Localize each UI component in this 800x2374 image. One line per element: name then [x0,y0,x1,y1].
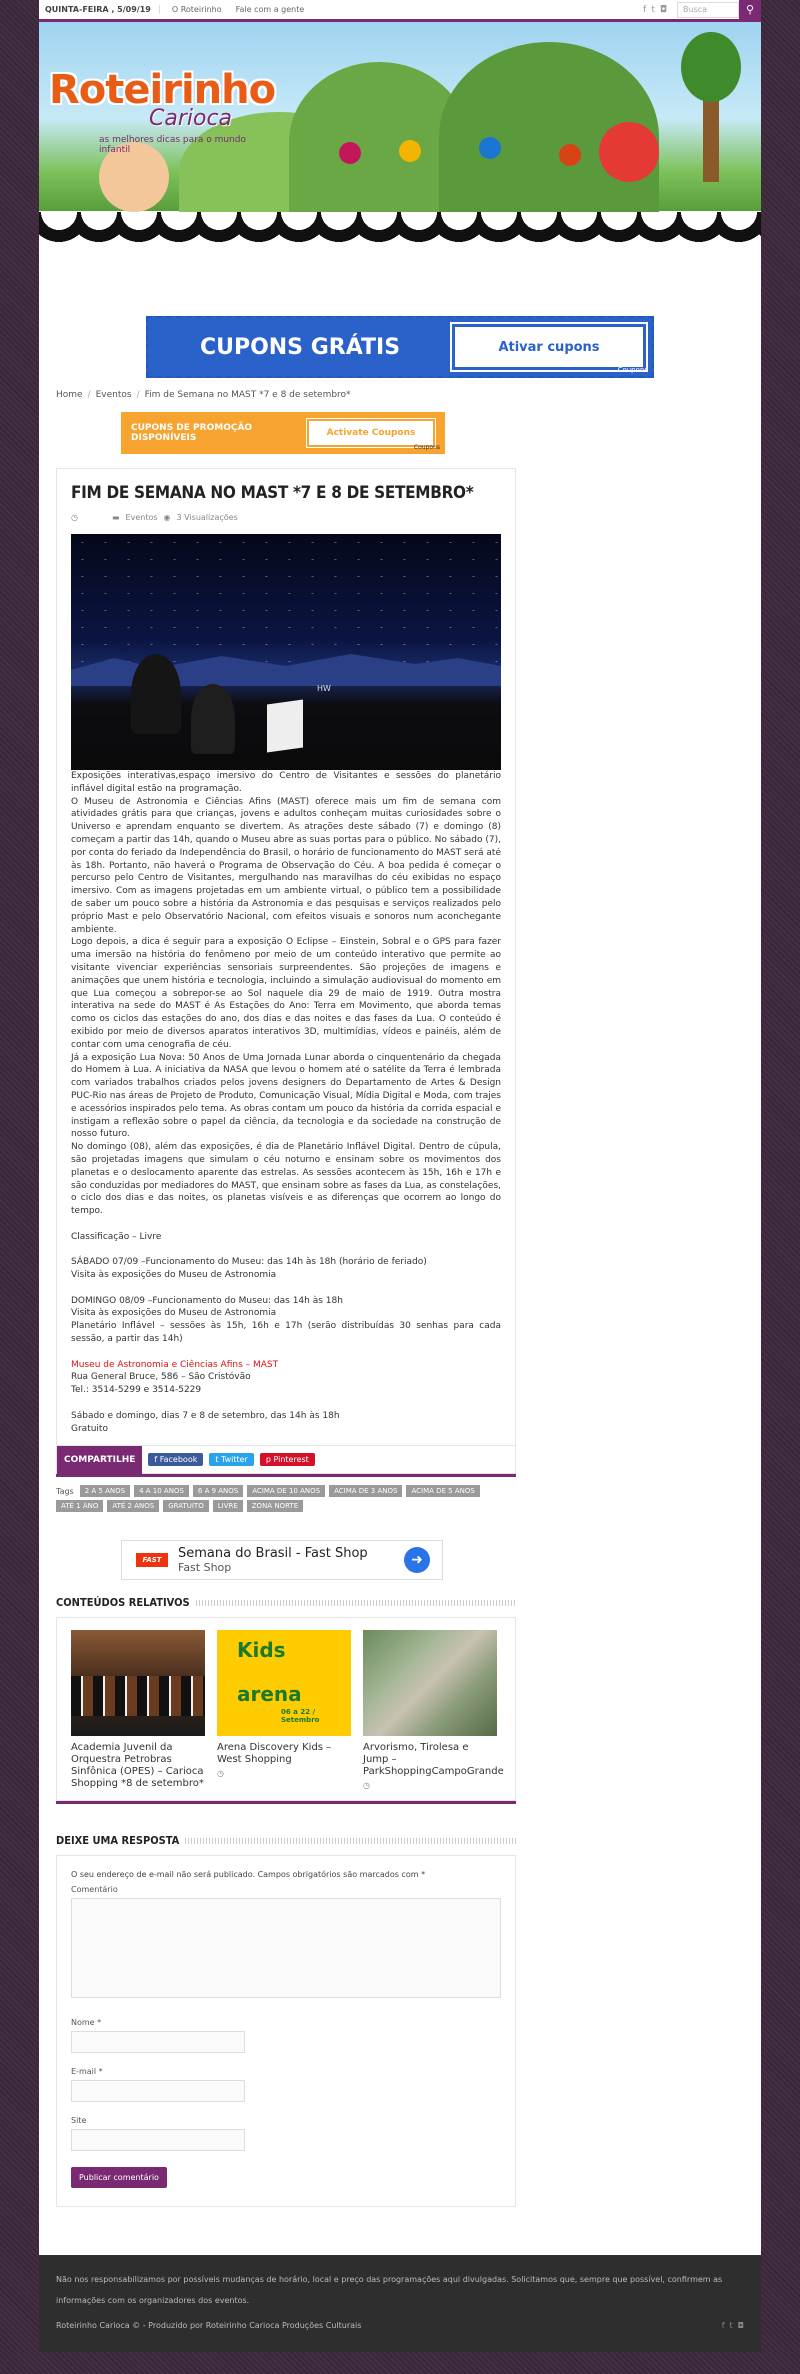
sunday-planetarium: Planetário Inflável – sessões às 15h, 16h e 17h (serão distribuídas 30 senhas para cada sessão, a partir das 14h) [71,1321,501,1345]
twitter-icon[interactable]: t [729,2321,733,2331]
site-footer [39,2255,761,2352]
ad-coupon-banner[interactable] [146,316,654,378]
header-banner [39,22,761,264]
clock-icon: ◷ [217,1769,224,1779]
related-item[interactable] [363,1630,504,1791]
top-social [643,5,667,15]
tag-link[interactable]: 4 A 10 ANOS [134,1485,189,1497]
classification: Classificação – Livre [71,1231,162,1242]
email-label: E-mail * [71,2067,103,2077]
site-field[interactable] [71,2129,245,2151]
share-pinterest-button[interactable]: p Pinterest [260,1453,315,1466]
tag-link[interactable]: ACIMA DE 10 ANOS [247,1485,325,1497]
related-thumbnail [71,1630,205,1736]
name-label: Nome * [71,2018,102,2028]
instagram-icon[interactable]: ◘ [659,4,667,15]
event-schedule: Sábado e domingo, dias 7 e 8 de setembro, das 14h às 18h [71,1410,340,1421]
post-category[interactable]: Eventos [125,513,158,522]
share-facebook-button[interactable]: f Facebook [148,1453,203,1466]
logo-main-text: Roteirinho [49,67,276,113]
email-field[interactable] [71,2080,245,2102]
venue-address: Rua General Bruce, 586 – São Cristóvão [71,1372,251,1383]
related-title: Arena Discovery Kids – West Shopping [217,1742,332,1766]
footer-social [722,2315,744,2336]
clock-icon: ◷ [363,1781,370,1791]
instagram-icon[interactable]: ◘ [737,2321,744,2331]
comment-textarea[interactable] [71,1898,501,1998]
tag-link[interactable]: LIVRE [213,1500,243,1512]
search-icon: ⚲ [745,3,755,16]
related-item[interactable] [217,1630,351,1790]
post-title: FIM DE SEMANA NO MAST *7 E 8 DE SETEMBRO* [71,483,474,503]
top-bar [39,0,761,22]
ad-fastshop-title: Semana do Brasil - Fast Shop [178,1546,368,1562]
comment-label: Comentário [71,1885,118,1895]
venue-phone: Tel.: 3514-5299 e 3514-5229 [71,1385,202,1396]
related-header [56,1596,516,1609]
clock-icon: ◷ [71,513,78,522]
footer-credit: Roteirinho Carioca © - Produzido por Roteirinho Carioca Produções Culturais [56,2321,362,2331]
page [39,0,761,2352]
post-tags [56,1485,516,1512]
tag-link[interactable]: 2 A 5 ANOS [80,1485,130,1497]
footer-disclaimer: Não nos responsabilizamos por possíveis mudanças de horário, local e preço das programações aqui divulgadas. Solicitamos que, sempre que possível, confirmem as informações com os organizadores dos eventos. [56,2275,723,2306]
tag-link[interactable]: ZONA NORTE [247,1500,303,1512]
comments-header [56,1834,516,1847]
post-paragraph: Já a exposição Lua Nova: 50 Anos de Uma Jornada Lunar aborda o cinquentenário da chegada do Homem à Lua. A iniciativa da NASA que levou o homem até o satélite da Terra é lembrada com variados trabalhos criados pelos jovens designers do Departamento de Artes & Design PUC-Rio nas áreas de Projeto de Produto, Comunicação Visual, Mídia Digital e Moda, com trajes e acessórios inspirados pelo tema. As obras contam um pouco da história da corrida espacial e instigam a reflexão sobre o papel da ciência, da tecnologia e da sociedade na construção de nosso futuro. [71,1052,501,1140]
related-title: Arvorismo, Tirolesa e Jump – ParkShoppingCampoGrande [363,1742,504,1778]
tag-link[interactable]: ATÉ 1 ANO [56,1500,103,1512]
post-bottom-bar [56,1474,516,1477]
site-logo[interactable] [49,67,279,155]
search-input[interactable]: Busca [677,2,739,18]
ad-promo-text: CUPONS DE PROMOÇÃO DISPONÍVEIS [131,423,253,443]
image-text: HW [317,684,331,693]
ad-promo-brand: Coupons [413,444,440,451]
breadcrumb-eventos[interactable]: Eventos [95,390,132,400]
nav-link-o-roteirinho[interactable]: O Roteirinho [171,5,222,14]
breadcrumb: Home / Eventos / Fim de Semana no MAST *7 e 8 de setembro* [56,390,351,400]
thumbnail-text: 06 a 22 / Setembro [281,1708,320,1725]
related-heading: CONTEÚDOS RELATIVOS [56,1596,190,1610]
tag-link[interactable]: ACIMA DE 3 ANOS [329,1485,402,1497]
tag-link[interactable]: 6 A 9 ANOS [193,1485,243,1497]
tag-link[interactable]: ATÉ 2 ANOS [107,1500,159,1512]
share-label: COMPARTILHE [57,1446,142,1474]
submit-comment-button[interactable]: Publicar comentário [71,2167,167,2188]
breadcrumb-current: Fim de Semana no MAST *7 e 8 de setembro* [144,390,351,400]
fastshop-logo: FAST [136,1553,168,1567]
ad-fastshop[interactable] [121,1540,443,1580]
event-price: Gratuito [71,1423,108,1434]
tag-link[interactable]: GRATUITO [163,1500,209,1512]
folder-icon: ▬ [111,513,120,522]
kid-illustration [559,144,581,166]
tree-illustration [681,32,741,182]
kid-illustration [399,140,421,162]
nav-link-fale-com-a-gente[interactable]: Fale com a gente [235,5,305,14]
kid-illustration [339,142,361,164]
current-date: QUINTA-FEIRA , 5/09/19 [45,5,160,14]
breadcrumb-home[interactable]: Home [56,390,83,400]
kid-illustration [599,122,659,182]
tag-link[interactable]: ACIMA DE 5 ANOS [406,1485,479,1497]
post-paragraph: O Museu de Astronomia e Ciências Afins (MAST) oferece mais um fim de semana com atividades grátis para que crianças, jovens e adultos conheçam muitas curiosidades sobre o Universo e aprendam enquanto se divertem. As atrações deste sábado (7) e domingo (8) começam a partir das 14h, quando o Museu abre as suas portas para o público. No sábado (7), por conta do feriado da Independência do Brasil, o horário de funcionamento do MAST será até às 18h. Portanto, não haverá o Programa de Observação do Céu. A boa pedida é começar o percurso pelo Centro de Visitantes, mergulhando nas maravilhas do céu exibidas no espaço imersivo. Com as imagens projetadas em um ambiente virtual, o público tem a possibilidade de saber um pouco sobre a história da Astronomia e das pesquisas e serviços realizados pelo próprio Mast e pelo Observatório Nacional, com efeitos visuais e sonoros num aconchegante ambiente. [71,796,501,935]
related-posts [56,1617,516,1801]
search-button[interactable] [739,0,761,21]
related-title: Academia Juvenil da Orquestra Petrobras Sinfônica (OPES) – Carioca Shopping *8 de setembro* [71,1742,204,1790]
post-views: 3 Visualizações [176,513,238,522]
facebook-icon: f [154,1455,160,1465]
ad-promo-button[interactable]: Activate Coupons [307,419,435,447]
share-bar [57,1445,515,1473]
post-paragraph: Logo depois, a dica é seguir para a exposição O Eclipse – Einstein, Sobral e o GPS para fazer uma imersão na história do fenômeno por meio de um conteúdo interativo que permite ao visitante vivenciar experiências sensoriais surpreendentes. São projeções de imagens e animações que unem história e tecnologia, incluindo a simulação audiovisual do momento em que Lua começou a sobrepor-se ao Sol naquele dia 29 de maio de 1919. Outra mostra interativa na sede do MAST é As Estações do Ano: Terra em Movimento, que aborda temas como os ciclos das estações do ano, dos dias e das noites e das fases da Lua. O conteúdo é exibido por meio de diversos aparatos interativos 3D, multimídias, vídeos e painéis, além de contar com uma cenografia de céu. [71,937,501,1050]
kid-illustration [479,137,501,159]
post-featured-image [71,534,501,770]
ad-fastshop-subtitle: Fast Shop [178,1561,232,1575]
wave-pattern [39,212,761,264]
post-content [71,770,501,1435]
logo-tagline: as melhores dicas para o mundo infantil [99,135,246,155]
post-meta [71,513,501,522]
name-field[interactable] [71,2031,245,2053]
pinterest-icon: p [265,1455,274,1465]
twitter-icon[interactable]: t [651,4,655,15]
comments-heading: DEIXE UMA RESPOSTA [56,1834,180,1848]
comment-form [56,1855,516,2207]
post-caption: Exposições interativas,espaço imersivo do Centro de Visitantes e sessões do planetário inflável digital estão na programação. [71,771,501,794]
saturday-visit: Visita às exposições do Museu de Astronomia [71,1270,277,1281]
ad-coupon-button[interactable]: Ativar cupons [452,324,646,370]
eye-icon: ◉ [163,513,171,522]
related-thumbnail [363,1630,497,1736]
ad-promo-banner[interactable] [121,412,445,454]
share-twitter-button[interactable]: t Twitter [209,1453,254,1466]
facebook-icon[interactable]: f [643,4,647,15]
ad-coupon-text: CUPONS GRÁTIS [199,334,401,360]
top-nav [172,5,304,14]
related-item[interactable] [71,1630,205,1790]
comment-note: O seu endereço de e-mail não será publicado. Campos obrigatórios são marcados com * [71,1870,426,1880]
twitter-icon: t [215,1455,222,1465]
tags-label: Tags [56,1486,74,1496]
arrow-right-icon[interactable]: ➜ [404,1547,430,1573]
ad-coupon-brand: Coupons [617,366,648,374]
related-bottom-bar [56,1801,516,1804]
post-article [56,468,516,1474]
facebook-icon[interactable]: f [721,2321,725,2331]
sunday-visit: Visita às exposições do Museu de Astronomia [71,1308,277,1319]
thumbnail-text: Kids [237,1638,286,1663]
thumbnail-text: arena [237,1682,302,1707]
saturday-hours: SÁBADO 07/09 –Funcionamento do Museu: das 14h às 18h (horário de feriado) [71,1257,427,1268]
venue-link[interactable]: Museu de Astronomia e Ciências Afins – MAST [71,1359,279,1370]
sunday-hours: DOMINGO 08/09 –Funcionamento do Museu: das 14h às 18h [71,1295,343,1306]
site-label: Site [71,2116,87,2126]
post-paragraph: No domingo (08), além das exposições, é dia de Planetário Inflável Digital. Dentro de cúpula, são projetadas imagens que simulam o céu noturno e ensinam sobre os movimentos dos planetas e o deslocamento aparente das estrelas. As sessões acontecem às 15h, 16h e 17h e são conduzidas por mediadores do MAST, que ensinam sobre as fases da Lua, as constelações, o ciclo dos dias e das noites, os planetas visíveis e as diferenças que ocorrem ao longo do tempo. [71,1142,501,1217]
logo-sub-text: Carioca [149,106,233,131]
related-thumbnail [217,1630,351,1736]
